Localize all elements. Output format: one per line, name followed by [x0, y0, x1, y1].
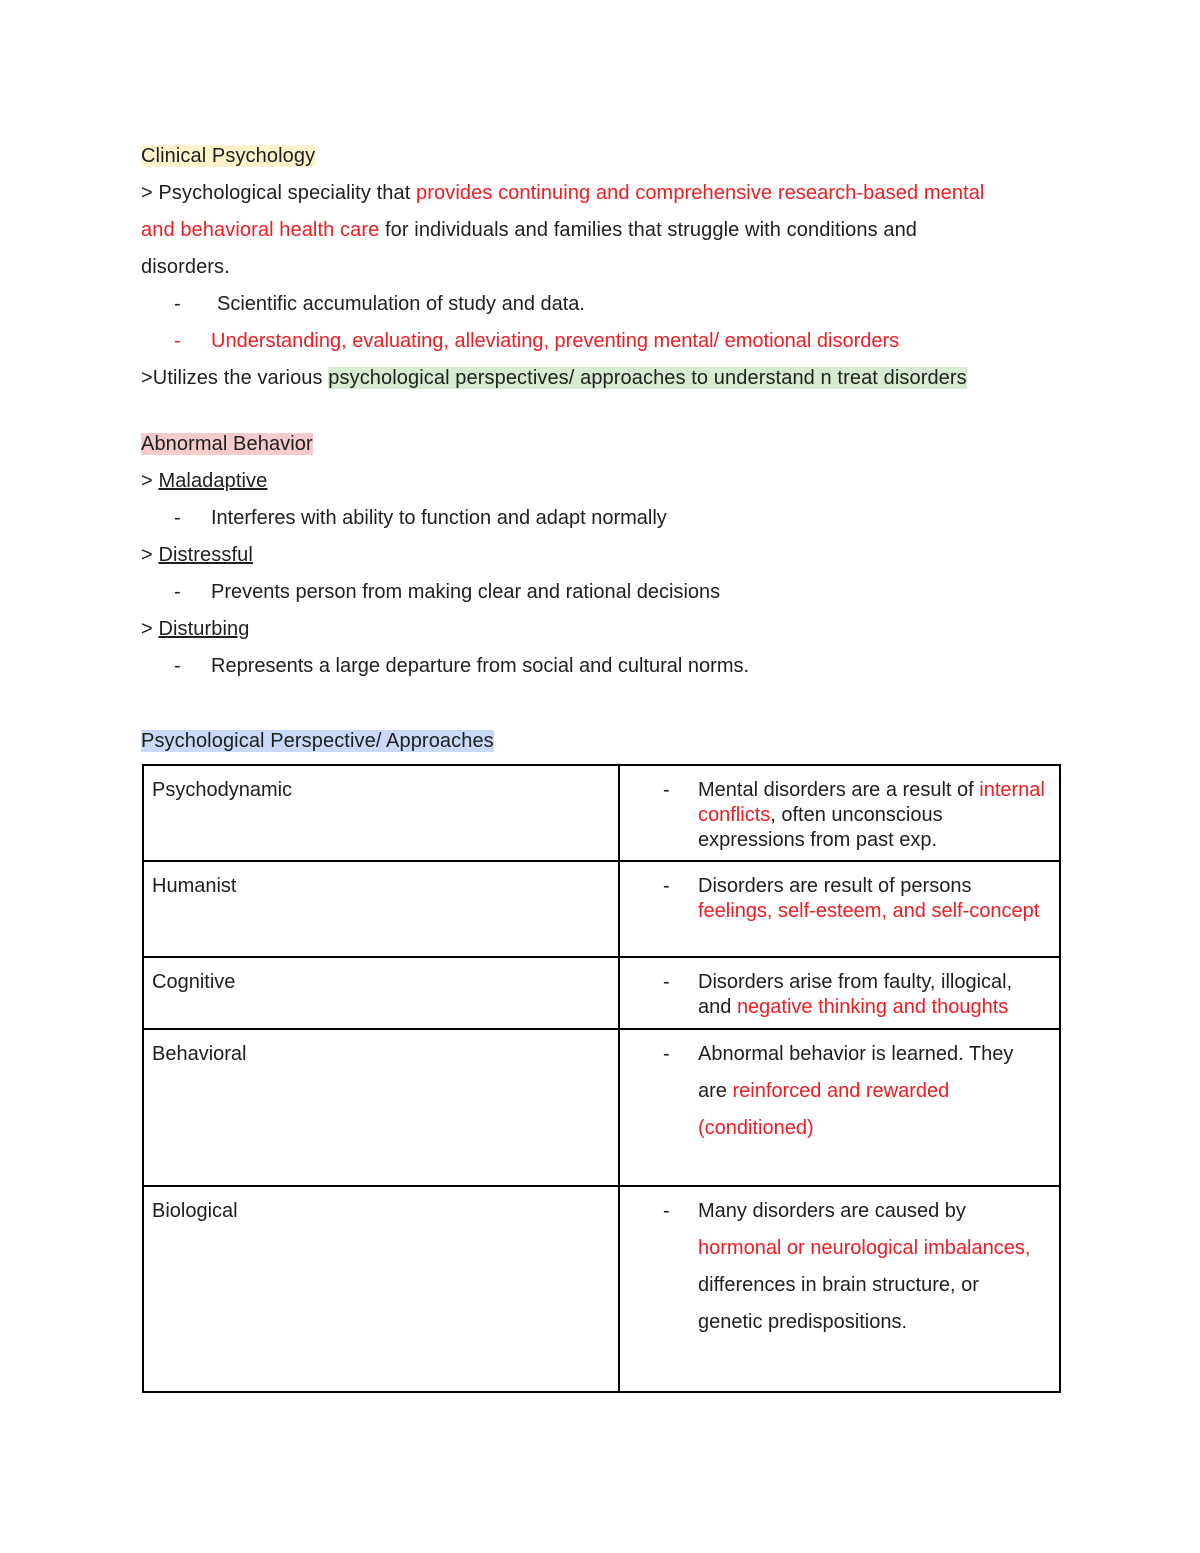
- perspective-name: Cognitive: [143, 957, 619, 1029]
- list-item: - Understanding, evaluating, alleviating, preventing mental/ emotional disorders: [174, 330, 900, 352]
- perspective-description: - Abnormal behavior is learned. They are reinforced and rewarded (conditioned): [619, 1029, 1060, 1186]
- table-row: [143, 861, 1060, 957]
- perspective-name: Behavioral: [143, 1029, 619, 1186]
- list-item: - Represents a large departure from social and cultural norms.: [174, 655, 750, 677]
- perspective-name: Psychodynamic: [143, 765, 619, 861]
- abnormal-term-disturbing: > Disturbing: [141, 618, 250, 640]
- clinical-psychology-heading: Clinical Psychology: [141, 145, 316, 167]
- table-row: [143, 1029, 1060, 1186]
- document-body: [141, 138, 1061, 760]
- perspective-description: - Mental disorders are a result of internal conflicts, often unconscious expressions from past exp.: [619, 765, 1060, 861]
- abnormal-term-maladaptive: > Maladaptive: [141, 470, 268, 492]
- table-row: [143, 765, 1060, 861]
- perspective-name: Biological: [143, 1186, 619, 1392]
- table-row: [143, 1186, 1060, 1392]
- perspective-name: Humanist: [143, 861, 619, 957]
- abnormal-term-distressful: > Distressful: [141, 544, 253, 566]
- list-item: - Prevents person from making clear and rational decisions: [174, 581, 721, 603]
- list-item: - Scientific accumulation of study and data.: [174, 293, 585, 315]
- perspective-description: - Disorders are result of persons feelings, self-esteem, and self-concept: [619, 861, 1060, 957]
- clinical-definition-line3: disorders.: [141, 256, 230, 278]
- clinical-definition-line2: and behavioral health care for individuals and families that struggle with conditions and: [141, 219, 918, 241]
- utilizes-line: >Utilizes the various psychological perspectives/ approaches to understand n treat disorders: [141, 367, 967, 389]
- list-item: - Interferes with ability to function and adapt normally: [174, 507, 667, 529]
- perspectives-table: [142, 764, 1061, 1393]
- abnormal-behavior-heading: Abnormal Behavior: [141, 433, 313, 455]
- clinical-definition-line1: > Psychological speciality that provides continuing and comprehensive research-based mental: [141, 182, 985, 204]
- perspective-description: - Disorders arise from faulty, illogical, and negative thinking and thoughts: [619, 957, 1060, 1029]
- perspectives-heading: Psychological Perspective/ Approaches: [141, 730, 494, 752]
- table-row: [143, 957, 1060, 1029]
- perspective-description: - Many disorders are caused by hormonal or neurological imbalances, differences in brain structure, or genetic predispositions.: [619, 1186, 1060, 1392]
